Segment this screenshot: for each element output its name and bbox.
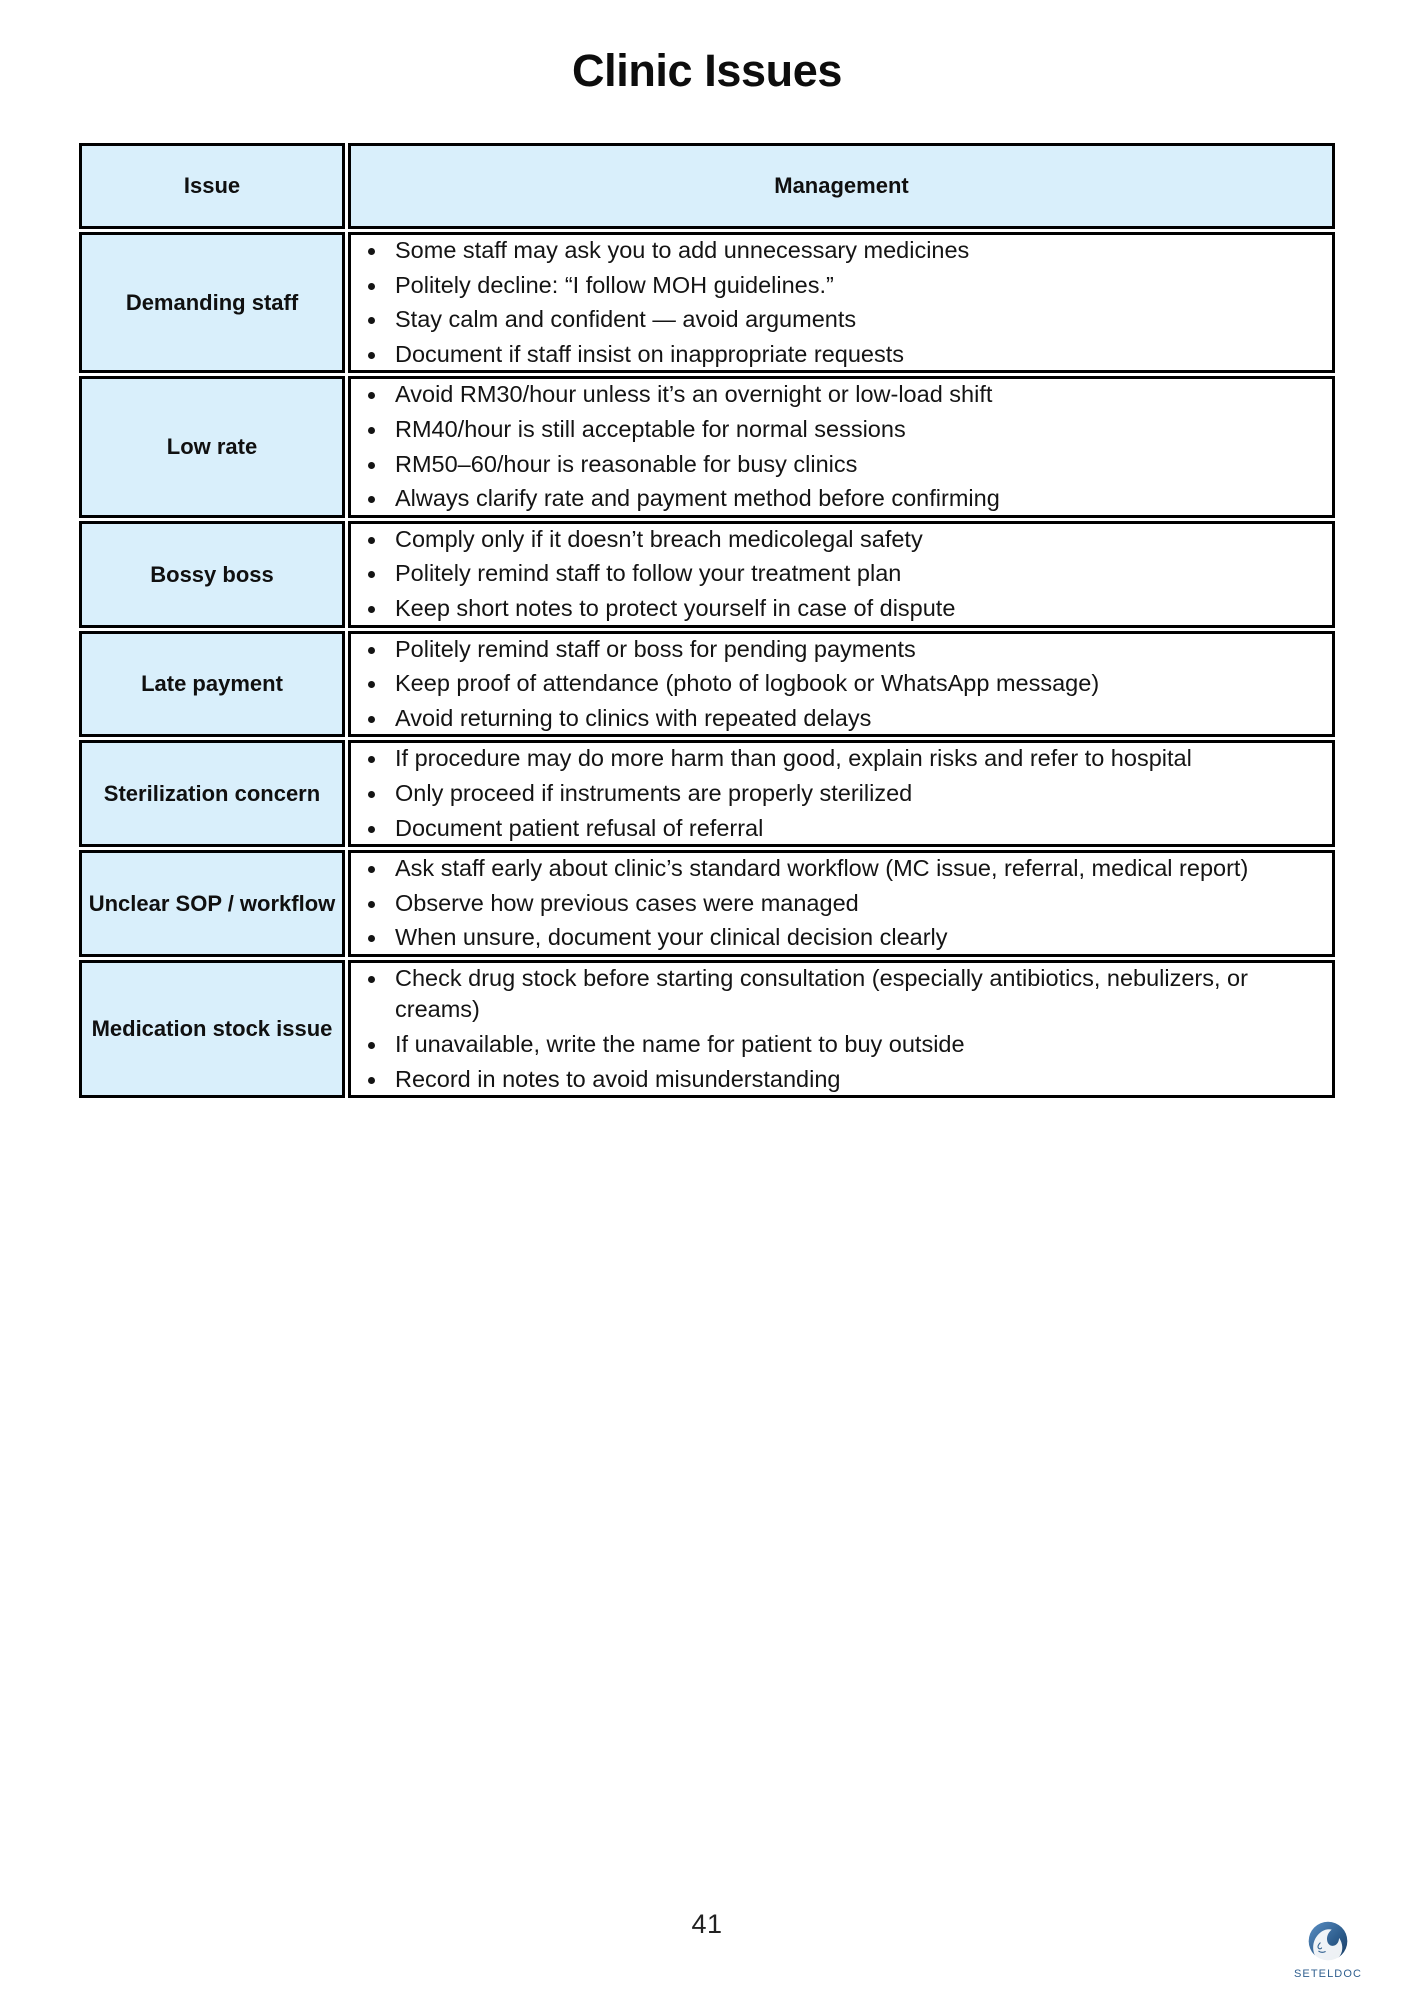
management-bullet: Ask staff early about clinic’s standard workflow (MC issue, referral, medical report) <box>393 853 1332 885</box>
management-bullet: If unavailable, write the name for patient to buy outside <box>393 1029 1332 1061</box>
issue-label: Bossy boss <box>79 521 345 628</box>
management-bullet: When unsure, document your clinical decision clearly <box>393 922 1332 954</box>
management-cell <box>348 631 1335 738</box>
management-bullet-list <box>351 743 1332 844</box>
issue-label: Low rate <box>79 376 345 517</box>
management-bullet: Politely decline: “I follow MOH guidelines.” <box>393 270 1332 302</box>
management-cell <box>348 960 1335 1098</box>
management-bullet: Some staff may ask you to add unnecessary medicines <box>393 235 1332 267</box>
management-bullet: Document if staff insist on inappropriate requests <box>393 339 1332 371</box>
management-bullet: Document patient refusal of referral <box>393 813 1332 845</box>
management-bullet: RM40/hour is still acceptable for normal sessions <box>393 414 1332 446</box>
management-bullet: Avoid returning to clinics with repeated delays <box>393 703 1332 735</box>
table-row <box>79 740 1335 847</box>
clinic-issues-table <box>76 140 1338 1101</box>
page-title: Clinic Issues <box>572 45 842 96</box>
issue-label: Demanding staff <box>79 232 345 373</box>
management-cell <box>348 740 1335 847</box>
management-bullet: Only proceed if instruments are properly sterilized <box>393 778 1332 810</box>
management-bullet: Avoid RM30/hour unless it’s an overnight or low-load shift <box>393 379 1332 411</box>
column-header-management: Management <box>348 143 1335 229</box>
management-bullet: Check drug stock before starting consultation (especially antibiotics, nebulizers, or creams) <box>393 963 1332 1026</box>
management-bullet: Observe how previous cases were managed <box>393 888 1332 920</box>
management-cell <box>348 850 1335 957</box>
management-bullet: Record in notes to avoid misunderstanding <box>393 1064 1332 1096</box>
management-cell <box>348 521 1335 628</box>
management-bullet: Politely remind staff or boss for pending payments <box>393 634 1332 666</box>
management-cell <box>348 376 1335 517</box>
table-body <box>79 232 1335 1098</box>
management-bullet-list <box>351 853 1332 954</box>
management-cell <box>348 232 1335 373</box>
management-bullet-list <box>351 634 1332 735</box>
management-bullet: Keep short notes to protect yourself in case of dispute <box>393 593 1332 625</box>
management-bullet: Stay calm and confident — avoid arguments <box>393 304 1332 336</box>
management-bullet-list <box>351 235 1332 370</box>
issue-label: Medication stock issue <box>79 960 345 1098</box>
table-row <box>79 631 1335 738</box>
issue-label: Late payment <box>79 631 345 738</box>
management-bullet: Politely remind staff to follow your treatment plan <box>393 558 1332 590</box>
table-row <box>79 960 1335 1098</box>
table-row <box>79 521 1335 628</box>
management-bullet: Keep proof of attendance (photo of logbook or WhatsApp message) <box>393 668 1332 700</box>
page-number: 41 <box>691 1909 723 1939</box>
table-container <box>76 93 1338 1101</box>
management-bullet: Comply only if it doesn’t breach medicolegal safety <box>393 524 1332 556</box>
management-bullet: If procedure may do more harm than good, explain risks and refer to hospital <box>393 743 1332 775</box>
table-header-row <box>79 143 1335 229</box>
table-row <box>79 850 1335 957</box>
issue-label: Sterilization concern <box>79 740 345 847</box>
table-header <box>79 143 1335 229</box>
management-bullet: RM50–60/hour is reasonable for busy clinics <box>393 449 1332 481</box>
page-footer <box>0 1850 1414 2000</box>
head-profile-icon <box>1305 1919 1351 1965</box>
brand-logo <box>1276 1919 1380 1980</box>
management-bullet-list <box>351 524 1332 625</box>
management-bullet-list <box>351 963 1332 1095</box>
table-row <box>79 376 1335 517</box>
table-row <box>79 232 1335 373</box>
brand-logo-text: SETELDOC <box>1293 1968 1363 1980</box>
management-bullet-list <box>351 379 1332 514</box>
issue-label: Unclear SOP / workflow <box>79 850 345 957</box>
management-bullet: Always clarify rate and payment method before confirming <box>393 483 1332 515</box>
column-header-issue: Issue <box>79 143 345 229</box>
